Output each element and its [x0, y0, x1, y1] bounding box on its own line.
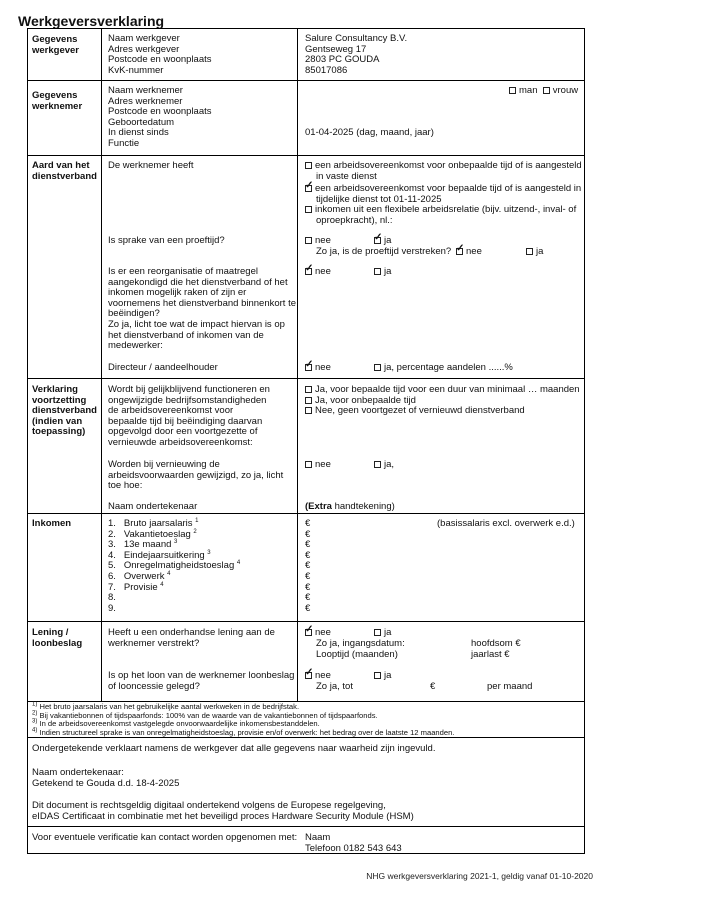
loonbeslag-nee: ✓nee: [305, 671, 331, 682]
loonbeslag-tot: Zo ja, tot: [316, 681, 353, 692]
extra-handtekening: (Extra handtekening): [305, 501, 395, 512]
option-bepaalde-tijd: ✓een arbeidsovereenkomst voor bepaalde tijd of is aangesteld in tijdelijke dienst tot 01-11-2025: [305, 184, 581, 205]
option-onbepaalde-tijd: een arbeidsovereenkomst voor onbepaalde tijd of is aangesteld in vaste dienst: [305, 161, 582, 182]
contact-naam: Naam: [305, 832, 331, 843]
checkbox-checked[interactable]: [305, 629, 312, 636]
loonbeslag-euro: €: [430, 681, 436, 692]
checkbox-checked[interactable]: [305, 364, 312, 371]
checkbox[interactable]: [526, 248, 533, 255]
q-reorganisatie: Is er een reorganisatie of maatregel aangekondigd die het dienstverband of het inkomen mogelijk raken of zijn er voornemens het dienstverband binnenkort te beëindigen? Zo ja, licht toe wat de impact hiervan is op het dienstverband of inkomen van de medewerker:: [108, 266, 297, 352]
divider: [28, 513, 584, 514]
reorg-nee: ✓nee: [305, 267, 331, 278]
checkbox[interactable]: [374, 629, 381, 636]
q-proeftijd-verstreken: Zo ja, is de proeftijd verstreken?: [316, 246, 452, 257]
section-werknemer-label: Gegevens werknemer: [32, 90, 83, 112]
section-voortzetting-label: Verklaring voortzetting dienstverband (indien van toepassing): [32, 384, 97, 438]
dga-ja: ja, percentage aandelen ......%: [374, 363, 513, 374]
checkbox[interactable]: [374, 672, 381, 679]
man-checkbox[interactable]: [509, 87, 516, 94]
q-arbeidsvoorwaarden: Worden bij vernieuwing de arbeidsvoorwaarden gewijzigd, zo ja, licht toe hoe:: [108, 459, 284, 492]
section-aard-label: Aard van het dienstverband: [32, 160, 97, 182]
gender-options: man vrouw: [509, 86, 578, 97]
inkomen-note: (basissalaris excl. overwerk e.d.): [437, 518, 575, 529]
lening-ingangsdatum: Zo ja, ingangsdatum:: [316, 638, 405, 649]
proeftijd-nee: nee: [305, 236, 331, 247]
loonbeslag-per-maand: per maand: [487, 681, 533, 692]
footnotes: $^{1)}$ Het bruto jaarsalaris van het gebruikelijke aantal werkweken in de bedrijfstak. $^{2)}$ Bij vakantiebonnen of tijdspaarfonds: 100% van de waarde van de vakantiebonnen of tijdspaarfonds. $^{3)}$ In de arbeidsovereenkomst vastgelegde onvoorwaardelijke inkomensbestanddelen. $^{4)}$ Indien structureel sprake is van onregelmatigheidstoeslag, provisie en/of overwerk: het bedrag over de laatste 12 maanden.: [32, 701, 455, 737]
q-directeur: Directeur / aandeelhouder: [108, 362, 218, 373]
lening-nee: ✓nee: [305, 628, 331, 639]
column-divider: [297, 29, 298, 701]
checkbox[interactable]: [305, 397, 312, 404]
checkbox[interactable]: [305, 237, 312, 244]
page-title: Werkgeversverklaring: [18, 13, 165, 29]
werknemer-labels: Naam werknemer Adres werknemer Postcode en woonplaats Geboortedatum In dienst sinds Functie: [108, 85, 212, 149]
rechtsgeldig-text: Dit document is rechtsgeldig digitaal ondertekend volgens de Europese regelgeving, eIDAS Certificaat in combinatie met het beveiligd proces Hardware Security Module (HSM): [32, 800, 414, 822]
reorg-ja: ja: [374, 267, 391, 278]
q-werknemer-heeft: De werknemer heeft: [108, 160, 194, 171]
ondertekenaar-label: Naam ondertekenaar:: [32, 767, 124, 778]
divider: [28, 80, 584, 81]
checkbox-checked[interactable]: [305, 672, 312, 679]
q-loonbeslag: Is op het loon van de werknemer loonbeslag of looncessie gelegd?: [108, 670, 295, 692]
lening-looptijd: Looptijd (maanden): [316, 649, 398, 660]
gewijzigd-ja: ja,: [374, 460, 394, 471]
page-footer: NHG werkgeversverklaring 2021-1, geldig vanaf 01-10-2020: [366, 871, 593, 881]
checkbox[interactable]: [305, 407, 312, 414]
verificatie-text: Voor eventuele verificatie kan contact worden opgenomen met:: [32, 832, 298, 843]
inkomen-euro-column: € € € € € € € € €: [305, 518, 311, 614]
contact-telefoon: Telefoon 0182 543 643: [305, 843, 402, 854]
lening-jaarlast: jaarlast €: [471, 649, 510, 660]
loonbeslag-ja: ja: [374, 671, 391, 682]
divider: [28, 155, 584, 156]
verstreken-nee: ✓ nee: [456, 247, 482, 258]
statement: Ondergetekende verklaart namens de werkgever dat alle gegevens naar waarheid zijn ingevuld.: [32, 743, 436, 754]
lening-ja: ja: [374, 628, 391, 639]
getekend-text: Getekend te Gouda d.d. 18-4-2025: [32, 778, 180, 789]
checkbox[interactable]: [374, 268, 381, 275]
verstreken-ja: ja: [526, 247, 543, 258]
checkbox[interactable]: [305, 461, 312, 468]
section-inkomen-label: Inkomen: [32, 518, 72, 529]
vrouw-checkbox[interactable]: [543, 87, 550, 94]
gewijzigd-nee: nee: [305, 460, 331, 471]
in-dienst-value: 01-04-2025 (dag, maand, jaar): [305, 127, 434, 138]
option-flexibel: inkomen uit een flexibele arbeidsrelatie (bijv. uitzend-, inval- of oproepkracht), nl.:: [305, 205, 576, 226]
lening-hoofdsom: hoofdsom €: [471, 638, 521, 649]
checkbox[interactable]: [374, 364, 381, 371]
naam-ondertekenaar-label: Naam ondertekenaar: [108, 501, 198, 512]
checkbox-checked[interactable]: [374, 237, 381, 244]
section-werkgever-label: Gegevens werkgever: [32, 34, 80, 56]
werkgever-labels: Naam werkgever Adres werkgever Postcode en woonplaats KvK-nummer: [108, 33, 212, 76]
checkbox[interactable]: [305, 386, 312, 393]
checkbox[interactable]: [305, 162, 312, 169]
werkgever-values: Salure Consultancy B.V. Gentseweg 17 2803 PC GOUDA 85017086: [305, 33, 408, 76]
q-lening: Heeft u een onderhandse lening aan de werknemer verstrekt?: [108, 627, 275, 649]
divider: [28, 826, 584, 827]
q-proeftijd: Is sprake van een proeftijd?: [108, 235, 225, 246]
inkomen-items: 1. Bruto jaarsalaris $^1$ 2. Vakantietoeslag $^2$ 3. 13e maand $^3$ 4. Eindejaarsuitkering $^3$ 5. Onregelmatigheidstoeslag $^4$ 6. Overwerk $^4$ 7. Provisie $^4$ 8. 9.: [108, 517, 241, 614]
checkbox-checked[interactable]: [305, 268, 312, 275]
section-lening-label: Lening / loonbeslag: [32, 627, 83, 649]
checkbox[interactable]: [305, 206, 312, 213]
voortzetting-options: Ja, voor bepaalde tijd voor een duur van minimaal … maanden Ja, voor onbepaalde tijd Nee, geen voortgezet of vernieuwd dienstverband: [305, 385, 580, 417]
divider: [28, 621, 584, 622]
checkbox[interactable]: [374, 461, 381, 468]
checkbox-checked[interactable]: [305, 185, 312, 192]
proeftijd-ja: ✓ ja: [374, 236, 391, 247]
divider: [28, 378, 584, 379]
column-divider: [101, 29, 102, 701]
q-voortzetting: Wordt bij gelijkblijvend functioneren en ongewijzigde bedrijfsomstandigheden de arbeidsovereenkomst voor bepaalde tijd bij beëindiging daarvan opgevolgd door een voortgezette of vernieuwde arbeidsovereenkomst:: [108, 384, 270, 448]
dga-nee: ✓ nee: [305, 363, 331, 374]
checkbox-checked[interactable]: [456, 248, 463, 255]
form-table: [27, 28, 585, 854]
